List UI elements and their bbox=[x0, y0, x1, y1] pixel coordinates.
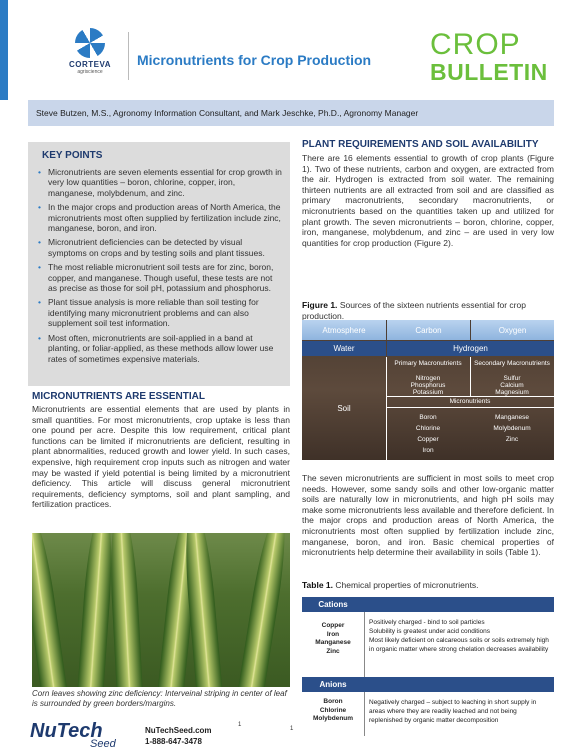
table-caption-text: Chemical properties of micronutrients. bbox=[335, 580, 479, 590]
table-header-label: Cations bbox=[318, 600, 348, 609]
nutrient-sources-figure bbox=[302, 320, 554, 460]
page-title: Micronutrients for Crop Production bbox=[137, 52, 372, 68]
key-point: • In the major crops and production areas of North America, the micronutrients most often supplied by fertilization include zinc, manganese, boron, and iron. bbox=[36, 202, 282, 233]
table-row bbox=[302, 692, 554, 736]
table-cell-elements: Boron Chlorine Molybdenum bbox=[312, 698, 354, 722]
fig-divider bbox=[386, 357, 387, 460]
left-accent-bar bbox=[0, 0, 8, 100]
brand-bulletin: BULLETIN bbox=[430, 59, 548, 85]
section-body-essential: Micronutrients are essential elements that are used by plants in small quantities. For most micronutrients, crop uptake is less than one pound per acre. Despite this low requirement, critical plant functions can be limited if micronutrients are deficient, resulting in plant abnormalities, reduced growth and lower yield. In such cases, expensive, high requirement crop inputs such as nitrogen and water may be wasted if yield potential is being limited by a micronutrient deficiency. This article will discuss general micronutrient requirements, deficiency symptoms, soil and plant sampling, and fertilization practices. bbox=[32, 404, 290, 510]
fig-carbon: Carbon bbox=[387, 320, 470, 340]
table-row bbox=[302, 612, 554, 677]
key-point: • The most reliable micronutrient soil tests are for zinc, boron, copper, and manganese. Though useful, these tests are not as precise as those for soil pH, potassium and phosphorus. bbox=[36, 262, 282, 293]
nutech-logo-sub: Seed bbox=[90, 738, 116, 750]
table-cell-properties: Positively charged - bind to soil particles Solubility is greatest under acid conditions Most likely deficient on calcareous soils or soils extremely high in organic matter where strong chelation decreases availability bbox=[364, 612, 554, 677]
figure-caption bbox=[302, 300, 554, 321]
fig-primary-heading: Primary Macronutrients bbox=[394, 360, 462, 367]
fig-micro-right: Manganese Molybdenum Zinc bbox=[493, 414, 531, 443]
table-cell-elements: Copper Iron Manganese Zinc bbox=[315, 622, 351, 655]
brand-crop: CROP bbox=[430, 28, 521, 61]
table-header-label: Anions bbox=[319, 680, 347, 689]
fig-micro-heading: Micronutrients bbox=[449, 398, 491, 405]
figure-label: Figure 1. bbox=[302, 300, 338, 310]
section-body-availability: The seven micronutrients are sufficient in most soils to meet crop needs. However, some sandy soils and other low-organic matter soils are naturally low in micronutrients, and high pH soils may make some micronutrients less available and therefore deficient. In the major crops and production areas of North America, the micronutrients most often supplied by fertilization include zinc, manganese, boron, and iron. Basic chemical properties of micronutrients help determine their availability in soils (Table 1). bbox=[302, 473, 554, 558]
key-point: • Micronutrient deficiencies can be detected by visual symptoms on crops and by testing soils and plant tissues. bbox=[36, 237, 282, 258]
table-cell-properties: Negatively charged – subject to leaching in short supply in areas where they are readily leached and not being replenished by organic matter decomposition bbox=[364, 692, 554, 736]
fig-divider bbox=[386, 407, 554, 408]
key-point: • Plant tissue analysis is more reliable than soil testing for identifying many micronutrient problems and can also supplement soil test information. bbox=[36, 297, 282, 328]
figure-caption-text: Sources of the sixteen nutrients essential for crop production. bbox=[302, 300, 526, 321]
fig-hydrogen: Hydrogen bbox=[387, 341, 554, 356]
fig-divider bbox=[386, 396, 554, 397]
fig-primary-list: Nitrogen Phosphorus Potassium bbox=[410, 375, 446, 396]
fig-secondary-heading: Secondary Macronutrients bbox=[474, 360, 550, 367]
logo-sub: agriscience bbox=[77, 69, 103, 75]
table-label: Table 1. bbox=[302, 580, 334, 590]
section-body-requirements: There are 16 elements essential to growth of crop plants (Figure 1). Two of these nutrients, carbon and oxygen, are extracted from the air. Hydrogen is extracted from soil water. The remaining thirteen nutrients are all extracted from soil and are classified as primary macronutrients, secondary macronutrients, or micronutrients based on the quantities taken up and utilized for plant growth. The seven micronutrients – boron, chlorine, copper, iron, manganese, molybdenum, and zinc – are used in very low quantities for crop production (Figure 2). bbox=[302, 153, 554, 248]
fig-secondary-list: Sulfur Calcium Magnesium bbox=[495, 375, 529, 396]
fig-atmosphere: Atmosphere bbox=[302, 320, 386, 340]
table-header-cations bbox=[302, 597, 554, 612]
footer-website: NuTechSeed.com bbox=[145, 726, 212, 735]
logo-word: CORTEVA bbox=[68, 60, 112, 69]
key-points-list bbox=[36, 167, 282, 364]
page-number: 1 bbox=[238, 722, 242, 728]
fig-water: Water bbox=[302, 341, 386, 356]
fig-micro-left: Boron Chlorine Copper Iron bbox=[415, 414, 441, 454]
fig-divider bbox=[470, 357, 471, 396]
page-number: 1 bbox=[290, 726, 294, 732]
micronutrient-table bbox=[302, 597, 554, 736]
section-heading-essential: MICRONUTRIENTS ARE ESSENTIAL bbox=[32, 391, 205, 402]
key-points-box bbox=[28, 142, 290, 386]
corn-leaves-photo bbox=[32, 533, 290, 687]
corteva-logo bbox=[60, 28, 120, 75]
key-point: • Most often, micronutrients are soil-applied in a band at planting, or foliar-applied, as these methods allow lower use rates of sometimes expensive materials. bbox=[36, 333, 282, 364]
leaf-shape bbox=[237, 533, 290, 687]
authors: Steve Butzen, M.S., Agronomy Information Consultant, and Mark Jeschke, Ph.D., Agronomy Manager bbox=[36, 108, 419, 118]
footer-phone: 1-888-647-3478 bbox=[145, 737, 202, 746]
photo-caption: Corn leaves showing zinc deficiency: Interveinal striping in center of leaf is surrounded by green borders/margins. bbox=[32, 689, 287, 708]
section-heading-requirements: PLANT REQUIREMENTS AND SOIL AVAILABILITY bbox=[302, 139, 539, 150]
nutech-logo: NuTech bbox=[30, 720, 103, 742]
leaf-shape bbox=[32, 533, 68, 687]
table-caption bbox=[302, 580, 479, 590]
authors-bar bbox=[28, 100, 554, 126]
key-points-title: KEY POINTS bbox=[42, 150, 103, 161]
corteva-mark-icon bbox=[75, 28, 105, 58]
fig-soil: Soil bbox=[337, 404, 351, 413]
header bbox=[0, 0, 580, 100]
key-point: • Micronutrients are seven elements essential for crop growth in very low quantities – boron, chlorine, copper, iron, manganese, molybdenum, and zinc. bbox=[36, 167, 282, 198]
leaf-shape bbox=[107, 533, 143, 687]
fig-oxygen: Oxygen bbox=[471, 320, 554, 340]
header-divider bbox=[128, 32, 129, 80]
table-header-anions bbox=[302, 677, 554, 692]
